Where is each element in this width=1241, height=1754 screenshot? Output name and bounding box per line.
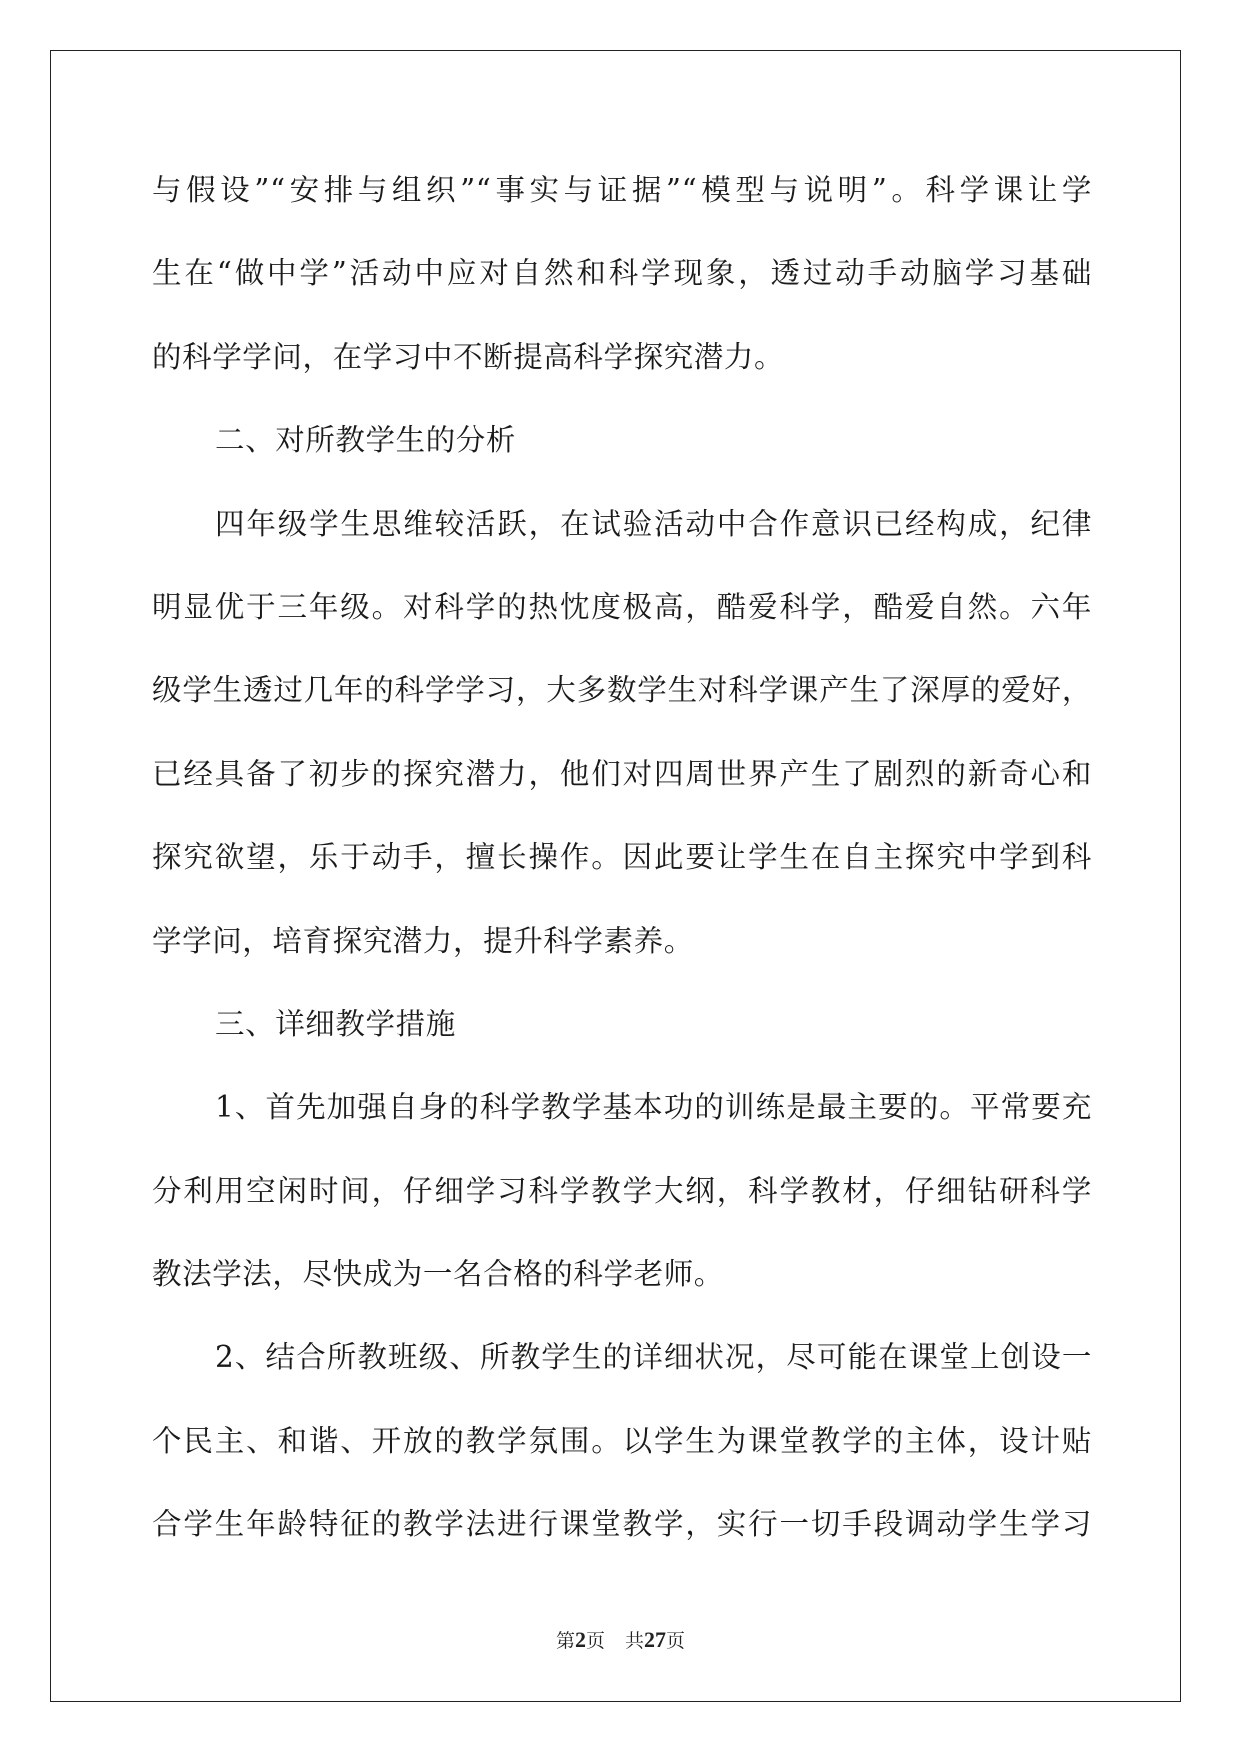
text-line: 合学生年龄特征的教学法进行课堂教学，实行一切手段调动学生学习 [152,1507,1092,1542]
text-line: 与假设”“安排与组织”“事实与证据”“模型与说明”。科学课让学 [152,173,1092,207]
text-line: 个民主、和谐、开放的教学氛围。以学生为课堂教学的主体，设计贴 [152,1423,1092,1458]
document-body [152,162,1092,1580]
text-line: 的科学学问，在学习中不断提高科学探究潜力。 [152,339,785,374]
text-line: 已经具备了初步的探究潜力，他们对四周世界产生了剧烈的新奇心和 [152,756,1092,791]
text-line: 生在“做中学”活动中应对自然和科学现象，透过动手动脑学习基础 [152,256,1092,291]
text-line: 分利用空闲时间，仔细学习科学教学大纲，科学教材，仔细钻研科学 [152,1173,1092,1208]
total-pages: 27 [644,1627,667,1652]
total-prefix: 共 [625,1630,645,1652]
text-line: 1、首先加强自身的科学教学基本功的训练是最主要的。平常要充 [215,1090,1092,1125]
section-heading: 三、详细教学措施 [215,1006,456,1041]
page-number: 2 [574,1627,586,1652]
text-line: 级学生透过几年的科学学习，大多数学生对科学课产生了深厚的爱好， [152,673,1092,708]
total-suffix: 页 [666,1630,686,1652]
text-line: 探究欲望，乐于动手，擅长操作。因此要让学生在自主探究中学到科 [152,840,1092,875]
page-footer [0,1628,1241,1653]
page-suffix: 页 [585,1630,605,1652]
page-prefix: 第 [555,1630,575,1652]
text-line: 教法学法，尽快成为一名合格的科学老师。 [152,1257,724,1292]
text-line: 四年级学生思维较活跃，在试验活动中合作意识已经构成，纪律 [215,506,1092,541]
section-heading: 二、对所教学生的分析 [215,423,517,458]
text-line: 学学问，培育探究潜力，提升科学素养。 [152,923,694,958]
text-line: 2、结合所教班级、所教学生的详细状况，尽可能在课堂上创设一 [215,1340,1092,1375]
text-line: 明显优于三年级。对科学的热忱度极高，酷爱科学，酷爱自然。六年 [152,589,1092,624]
